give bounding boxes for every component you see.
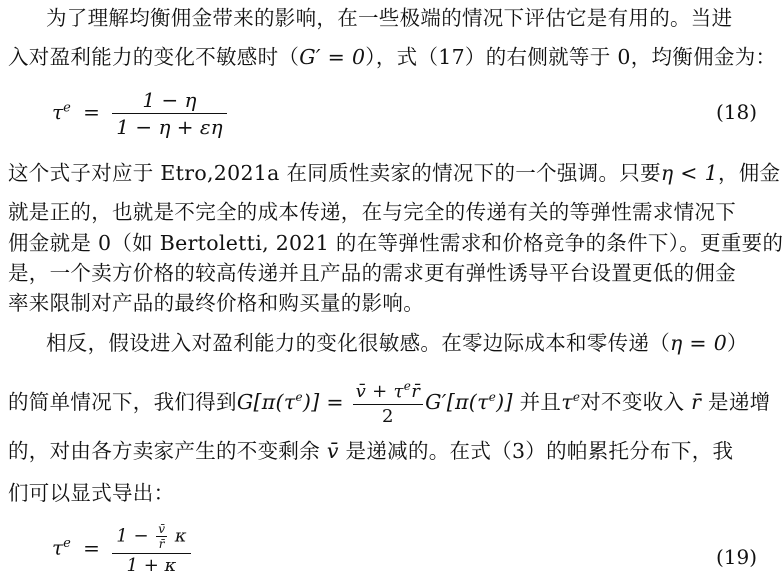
eq-lhs-sup: e (63, 535, 71, 551)
math-sup: e (572, 390, 581, 404)
eq18-numerator: 1 − η (142, 88, 197, 112)
text-span: 这个式子对应于 Etro,2021a 在同质性卖家的情况下的一个强调。只要 (8, 161, 661, 185)
subfrac-den: r̄ (158, 537, 165, 551)
math-inline: )] (496, 389, 513, 414)
eq19-denominator: 1 + κ (126, 555, 177, 576)
math-sup: e (488, 390, 497, 404)
equation-18: $\tau^e$ = $\frac{1 - \eta}{1 - \eta + \varepsilon\eta}$ (52, 90, 227, 137)
math-inline: τ (561, 389, 573, 414)
paragraph-3-line-4 (8, 480, 174, 506)
paragraph-3-line-3 (8, 438, 733, 464)
math-inline: G[π(τ (236, 389, 296, 414)
frac-num: v̄ + τ (355, 381, 404, 403)
eq-lhs: τ (52, 535, 64, 560)
math-inline: η < 1 (660, 161, 718, 185)
frac-den: 2 (381, 406, 394, 428)
frac-num-r: r̄ (411, 381, 421, 403)
text-span: 们可以显式导出： (8, 481, 175, 505)
paragraph-1-line-2 (8, 44, 776, 70)
paragraph-1-line-1 (46, 5, 732, 31)
text-span: 率来限制对产品的最终价格和购买量的影响。 (8, 291, 424, 315)
text-span: 佣金就是 0（如 Bertoletti, 2021 的在等弹性需求和价格竞争的条件下）。更重要的 (8, 231, 783, 255)
text-span: 入对盈利能力的变化不敏感时（ (8, 45, 300, 69)
text-span: 相反，假设进入对盈利能力的变化很敏感。在零边际成本和零传递（ (46, 331, 670, 355)
text-span: ） (727, 331, 748, 355)
frac-num-sup: e (403, 379, 412, 394)
equation-19: $\tau^e$ = 1 − $\frac{v̄}{r̄}$ κ 1 + κ (52, 523, 191, 575)
text-span: 就是正的，也就是不完全的成本传递，在与完全的传递有关的等弹性需求情况下 (8, 200, 736, 224)
inline-fraction (353, 380, 423, 426)
text-span: 对不变收入 (580, 389, 685, 414)
eq19-fraction (112, 523, 190, 575)
paragraph-3-line-2 (8, 372, 771, 428)
math-sup: e (295, 390, 303, 404)
eq19-num-subfraction (156, 523, 167, 550)
paragraph-2-line-5 (8, 290, 424, 316)
eq19-num-part: 1 − (116, 525, 149, 547)
paragraph-2-line-1 (8, 160, 780, 186)
math-inline: G′[π(τ (425, 389, 489, 414)
paragraph-2-line-3 (8, 230, 783, 256)
subfrac-num: v̄ (158, 522, 166, 536)
text-span: 是递减的。在式（3）的帕累托分布下，我 (345, 439, 734, 463)
eq18-denominator: 1 − η + εη (116, 115, 223, 139)
math-inline: r̄ (691, 389, 702, 414)
text-span: 是，一个卖方价格的较高传递并且产品的需求更有弹性诱导平台设置更低的佣金 (8, 261, 736, 285)
paragraph-2-line-4 (8, 260, 736, 286)
eq-lhs-sup: e (63, 100, 71, 116)
math-inline: G′ = 0 (299, 45, 366, 69)
eq-lhs: τ (52, 100, 64, 124)
text-span: 的简单情况下，我们得到 (8, 389, 237, 414)
paragraph-3-line-1 (46, 330, 748, 356)
equation-18-number: (18) (715, 100, 757, 124)
text-span: 是递增 (708, 389, 771, 414)
text-span: 为了理解均衡佣金带来的影响，在一些极端的情况下评估它是有用的。当进 (46, 6, 733, 30)
math-inline: )] = (302, 389, 344, 414)
equation-19-number: (19) (715, 545, 757, 569)
paragraph-2-line-2 (8, 199, 736, 225)
math-inline: η = 0 (670, 331, 728, 355)
eq18-fraction (112, 90, 226, 137)
text-span: ，佣金 (717, 161, 781, 185)
eq19-num-kappa: κ (174, 525, 187, 547)
math-inline: v̄ (326, 439, 339, 463)
text-span: 并且 (519, 389, 562, 414)
text-span: 的，对由各方卖家产生的不变剩余 (8, 439, 320, 463)
text-span: ），式（17）的右侧就等于 0，均衡佣金为： (365, 45, 777, 69)
